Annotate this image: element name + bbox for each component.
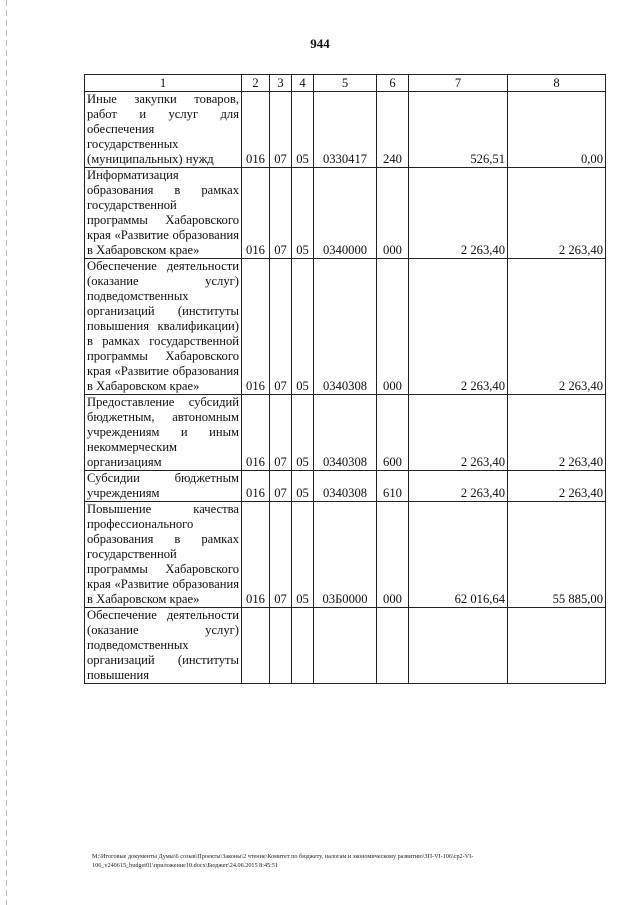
cell-subsection: 05 xyxy=(292,502,314,608)
cell-section: 07 xyxy=(270,259,292,395)
cell-section: 07 xyxy=(270,471,292,502)
cell-amount-8: 2 263,40 xyxy=(508,471,606,502)
table-row xyxy=(85,608,606,684)
cell-target-article xyxy=(314,608,377,684)
cell-amount-7: 2 263,40 xyxy=(409,395,508,471)
cell-ministry: 016 xyxy=(242,471,270,502)
cell-ministry: 016 xyxy=(242,259,270,395)
cell-section: 07 xyxy=(270,502,292,608)
column-header: 8 xyxy=(508,75,606,92)
row-name: Повышение качества профессионального образования в рамках государственной программы Хабаровского края «Развитие образования в Хабаровском крае» xyxy=(85,502,242,608)
row-name: Обеспечение деятельности (оказание услуг) подведомственных организаций (институты повышения xyxy=(85,608,242,684)
cell-amount-8: 55 885,00 xyxy=(508,502,606,608)
cell-subsection xyxy=(292,608,314,684)
cell-expense-type: 000 xyxy=(377,502,409,608)
cell-expense-type: 610 xyxy=(377,471,409,502)
column-header: 5 xyxy=(314,75,377,92)
cell-amount-7: 2 263,40 xyxy=(409,168,508,259)
cell-expense-type: 000 xyxy=(377,259,409,395)
cell-expense-type: 240 xyxy=(377,92,409,168)
cell-subsection: 05 xyxy=(292,471,314,502)
cell-subsection: 05 xyxy=(292,395,314,471)
column-header: 3 xyxy=(270,75,292,92)
row-name: Субсидии бюджетным учреждениям xyxy=(85,471,242,502)
row-name: Обеспечение деятельности (оказание услуг) подведомственных организаций (институты повышения квалификации) в рамках государственной программы Хабаровского края «Развитие образования в Хабаровском крае» xyxy=(85,259,242,395)
cell-amount-7 xyxy=(409,608,508,684)
cell-amount-8 xyxy=(508,608,606,684)
column-header: 6 xyxy=(377,75,409,92)
table-row xyxy=(85,168,606,259)
cell-subsection: 05 xyxy=(292,168,314,259)
cell-section: 07 xyxy=(270,168,292,259)
cell-amount-7: 62 016,64 xyxy=(409,502,508,608)
cell-ministry xyxy=(242,608,270,684)
table-row xyxy=(85,502,606,608)
table-header-row xyxy=(85,75,606,92)
cell-amount-7: 526,51 xyxy=(409,92,508,168)
cell-target-article: 0340308 xyxy=(314,471,377,502)
cell-ministry: 016 xyxy=(242,168,270,259)
table-row xyxy=(85,395,606,471)
table-row xyxy=(85,259,606,395)
row-name: Информатизация образования в рамках государственной программы Хабаровского края «Развитие образования в Хабаровском крае» xyxy=(85,168,242,259)
row-name: Предоставление субсидий бюджетным, автономным учреждениям и иным некоммерческим организациям xyxy=(85,395,242,471)
cell-amount-8: 2 263,40 xyxy=(508,395,606,471)
row-name: Иные закупки товаров, работ и услуг для обеспечения государственных (муниципальных) нужд xyxy=(85,92,242,168)
cell-subsection: 05 xyxy=(292,92,314,168)
cell-section xyxy=(270,608,292,684)
column-header: 2 xyxy=(242,75,270,92)
cell-subsection: 05 xyxy=(292,259,314,395)
cell-section: 07 xyxy=(270,395,292,471)
cell-target-article: 0340308 xyxy=(314,395,377,471)
cell-amount-7: 2 263,40 xyxy=(409,259,508,395)
cell-section: 07 xyxy=(270,92,292,168)
cell-amount-7: 2 263,40 xyxy=(409,471,508,502)
column-header: 4 xyxy=(292,75,314,92)
cell-amount-8: 2 263,40 xyxy=(508,168,606,259)
table-row xyxy=(85,92,606,168)
column-header: 1 xyxy=(85,75,242,92)
cell-expense-type: 600 xyxy=(377,395,409,471)
cell-amount-8: 2 263,40 xyxy=(508,259,606,395)
cell-ministry: 016 xyxy=(242,395,270,471)
cell-target-article: 03Б0000 xyxy=(314,502,377,608)
table-row xyxy=(85,471,606,502)
cell-ministry: 016 xyxy=(242,502,270,608)
file-path-footer: M:\Итоговые документы Думы\6 созыв\Проекты\Законы\2 чтение\Комитет по бюджету, налогам и экономическому развитию\ЗП-VI-106\ср2-VI-106_v240615_budget01\приложение10.docx\Бюджет\24.06.2015 8:45:51 xyxy=(92,853,474,869)
cell-ministry: 016 xyxy=(242,92,270,168)
cell-target-article: 0330417 xyxy=(314,92,377,168)
column-header: 7 xyxy=(409,75,508,92)
cell-target-article: 0340000 xyxy=(314,168,377,259)
cell-expense-type xyxy=(377,608,409,684)
cell-amount-8: 0,00 xyxy=(508,92,606,168)
page-number: 944 xyxy=(310,36,330,51)
budget-table xyxy=(84,74,606,684)
scan-margin-line xyxy=(6,0,7,905)
cell-expense-type: 000 xyxy=(377,168,409,259)
cell-target-article: 0340308 xyxy=(314,259,377,395)
